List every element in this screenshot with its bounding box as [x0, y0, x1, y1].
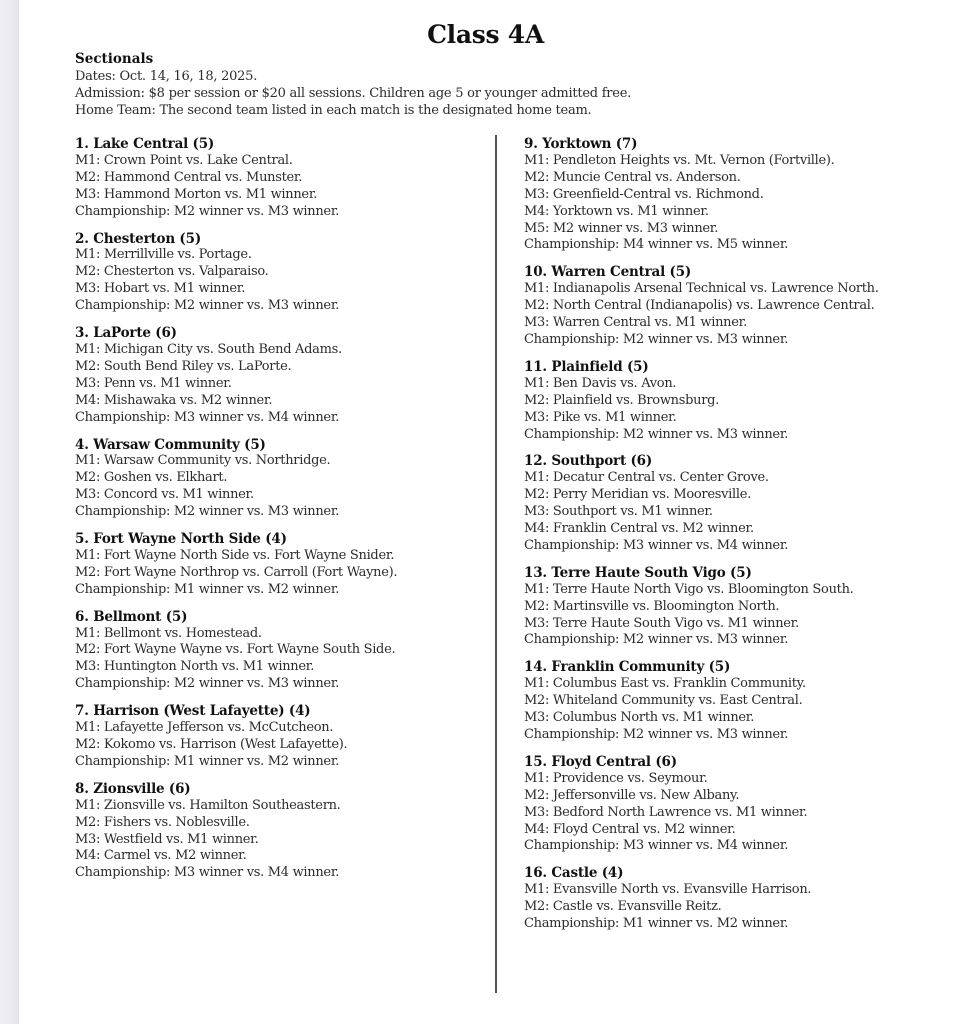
sectional-heading: 10. Warren Central (5) [524, 264, 692, 281]
sectional-heading: 7. Harrison (West Lafayette) (4) [75, 703, 311, 720]
match-line: M3: Columbus North vs. M1 winner. [524, 710, 755, 726]
match-line: M2: Jeffersonville vs. New Albany. [524, 787, 740, 803]
sectional-block [75, 609, 485, 694]
sectional-block [524, 865, 924, 933]
match-line: M3: Terre Haute South Vigo vs. M1 winner. [524, 615, 799, 631]
match-line: M1: Indianapolis Arsenal Technical vs. Lawrence North. [524, 281, 879, 297]
sectional-heading: 6. Bellmont (5) [75, 608, 188, 625]
sectional-block [75, 781, 485, 882]
match-line: M2: Fishers vs. Noblesville. [75, 814, 250, 830]
sectional-block [75, 325, 485, 426]
sectional-heading: 3. LaPorte (6) [75, 325, 177, 342]
match-line: M3: Hobart vs. M1 winner. [75, 281, 246, 297]
match-line: M1: Evansville North vs. Evansville Harrison. [524, 882, 812, 898]
match-line: M4: Floyd Central vs. M2 winner. [524, 821, 736, 837]
match-line: M2: Fort Wayne Wayne vs. Fort Wayne South Side. [75, 642, 396, 658]
left-column [75, 136, 485, 892]
header-block [75, 51, 775, 119]
match-line: M1: Bellmont vs. Homestead. [75, 625, 262, 641]
sectional-heading: 2. Chesterton (5) [75, 230, 202, 247]
match-line: M1: Ben Davis vs. Avon. [524, 375, 677, 391]
match-line: M1: Crown Point vs. Lake Central. [75, 152, 293, 168]
match-line: M2: Whiteland Community vs. East Central. [524, 693, 803, 709]
match-line: Championship: M1 winner vs. M2 winner. [524, 916, 789, 932]
sectional-block [524, 565, 924, 650]
page-edge-strip [0, 0, 19, 1024]
sectional-block [75, 231, 485, 316]
match-line: Championship: M3 winner vs. M4 winner. [524, 838, 789, 854]
match-line: M3: Hammond Morton vs. M1 winner. [75, 186, 318, 202]
sectional-heading: 11. Plainfield (5) [524, 358, 649, 375]
match-line: M3: Westfield vs. M1 winner. [75, 831, 259, 847]
match-line: M2: Fort Wayne Northrop vs. Carroll (Fort Wayne). [75, 564, 398, 580]
sectional-block [524, 754, 924, 855]
sectional-block [524, 453, 924, 554]
match-line: M2: Goshen vs. Elkhart. [75, 470, 228, 486]
column-divider [495, 135, 497, 993]
match-line: Championship: M2 winner vs. M3 winner. [524, 727, 789, 742]
sectional-block [524, 264, 924, 349]
sectional-heading: 5. Fort Wayne North Side (4) [75, 531, 287, 548]
sectional-block [75, 437, 485, 522]
dates-line: Dates: Oct. 14, 16, 18, 2025. [75, 69, 258, 84]
match-line: M3: Bedford North Lawrence vs. M1 winner. [524, 804, 808, 820]
match-line: Championship: M1 winner vs. M2 winner. [75, 753, 340, 769]
match-line: Championship: M4 winner vs. M5 winner. [524, 237, 789, 253]
sectional-heading: 13. Terre Haute South Vigo (5) [524, 564, 752, 581]
match-line: M1: Providence vs. Seymour. [524, 770, 708, 786]
match-line: M1: Pendleton Heights vs. Mt. Vernon (Fortville). [524, 152, 835, 168]
sectionals-subtitle: Sectionals [75, 51, 154, 67]
match-line: M3: Warren Central vs. M1 winner. [524, 315, 747, 331]
match-line: M1: Lafayette Jefferson vs. McCutcheon. [75, 720, 334, 736]
match-line: Championship: M2 winner vs. M3 winner. [524, 632, 789, 648]
match-line: M1: Warsaw Community vs. Northridge. [75, 453, 331, 469]
match-line: M1: Michigan City vs. South Bend Adams. [75, 341, 342, 357]
match-line: M2: Kokomo vs. Harrison (West Lafayette). [75, 737, 348, 752]
sectional-block [524, 659, 924, 744]
sectional-block [524, 136, 924, 254]
match-line: Championship: M2 winner vs. M3 winner. [75, 203, 340, 219]
match-line: M2: North Central (Indianapolis) vs. Lawrence Central. [524, 298, 875, 314]
sectional-heading: 14. Franklin Community (5) [524, 659, 731, 676]
match-line: M1: Zionsville vs. Hamilton Southeastern. [75, 797, 341, 813]
match-line: M1: Fort Wayne North Side vs. Fort Wayne Snider. [75, 547, 395, 563]
match-line: M3: Greenfield-Central vs. Richmond. [524, 186, 764, 202]
match-line: Championship: M2 winner vs. M3 winner. [75, 298, 340, 314]
sectional-block [75, 703, 485, 771]
match-line: M3: Pike vs. M1 winner. [524, 409, 677, 425]
match-line: Championship: M1 winner vs. M2 winner. [75, 581, 340, 597]
match-line: M2: Perry Meridian vs. Mooresville. [524, 487, 751, 503]
match-line: M4: Yorktown vs. M1 winner. [524, 203, 709, 219]
match-line: M2: Plainfield vs. Brownsburg. [524, 392, 719, 408]
match-line: M4: Franklin Central vs. M2 winner. [524, 521, 754, 537]
match-line: M4: Mishawaka vs. M2 winner. [75, 392, 273, 408]
sectional-heading: 8. Zionsville (6) [75, 780, 191, 797]
match-line: Championship: M3 winner vs. M4 winner. [524, 537, 789, 553]
match-line: Championship: M3 winner vs. M4 winner. [75, 865, 340, 881]
match-line: M1: Terre Haute North Vigo vs. Bloomington South. [524, 581, 854, 597]
sectional-block [75, 136, 485, 221]
match-line: Championship: M2 winner vs. M3 winner. [75, 504, 340, 520]
match-line: Championship: M2 winner vs. M3 winner. [75, 676, 340, 692]
match-line: M2: Muncie Central vs. Anderson. [524, 169, 741, 185]
admission-line: Admission: $8 per session or $20 all sessions. Children age 5 or younger admitted free. [75, 86, 632, 101]
match-line: Championship: M2 winner vs. M3 winner. [524, 331, 789, 347]
sectional-heading: 12. Southport (6) [524, 453, 653, 470]
sectional-heading: 1. Lake Central (5) [75, 136, 215, 152]
home-team-line: Home Team: The second team listed in each match is the designated home team. [75, 103, 592, 118]
match-line: M2: South Bend Riley vs. LaPorte. [75, 358, 292, 374]
sectional-heading: 16. Castle (4) [524, 865, 624, 882]
match-line: M2: Chesterton vs. Valparaiso. [75, 264, 269, 280]
sectional-heading: 9. Yorktown (7) [524, 136, 638, 152]
sectional-heading: 15. Floyd Central (6) [524, 753, 677, 770]
page-title: Class 4A [427, 20, 544, 49]
sectional-heading: 4. Warsaw Community (5) [75, 436, 266, 453]
match-line: Championship: M3 winner vs. M4 winner. [75, 409, 340, 425]
match-line: M2: Hammond Central vs. Munster. [75, 169, 303, 185]
match-line: M5: M2 winner vs. M3 winner. [524, 220, 719, 236]
sectional-block [524, 359, 924, 444]
right-column [524, 136, 924, 943]
match-line: M3: Huntington North vs. M1 winner. [75, 659, 315, 675]
sectional-block [75, 531, 485, 599]
match-line: M1: Decatur Central vs. Center Grove. [524, 470, 769, 486]
match-line: Championship: M2 winner vs. M3 winner. [524, 426, 789, 442]
match-line: M2: Martinsville vs. Bloomington North. [524, 598, 780, 614]
match-line: M1: Columbus East vs. Franklin Community. [524, 676, 806, 692]
match-line: M4: Carmel vs. M2 winner. [75, 848, 247, 864]
match-line: M3: Penn vs. M1 winner. [75, 375, 232, 391]
match-line: M3: Concord vs. M1 winner. [75, 487, 254, 503]
match-line: M1: Merrillville vs. Portage. [75, 247, 252, 263]
match-line: M3: Southport vs. M1 winner. [524, 504, 713, 520]
match-line: M2: Castle vs. Evansville Reitz. [524, 899, 722, 915]
